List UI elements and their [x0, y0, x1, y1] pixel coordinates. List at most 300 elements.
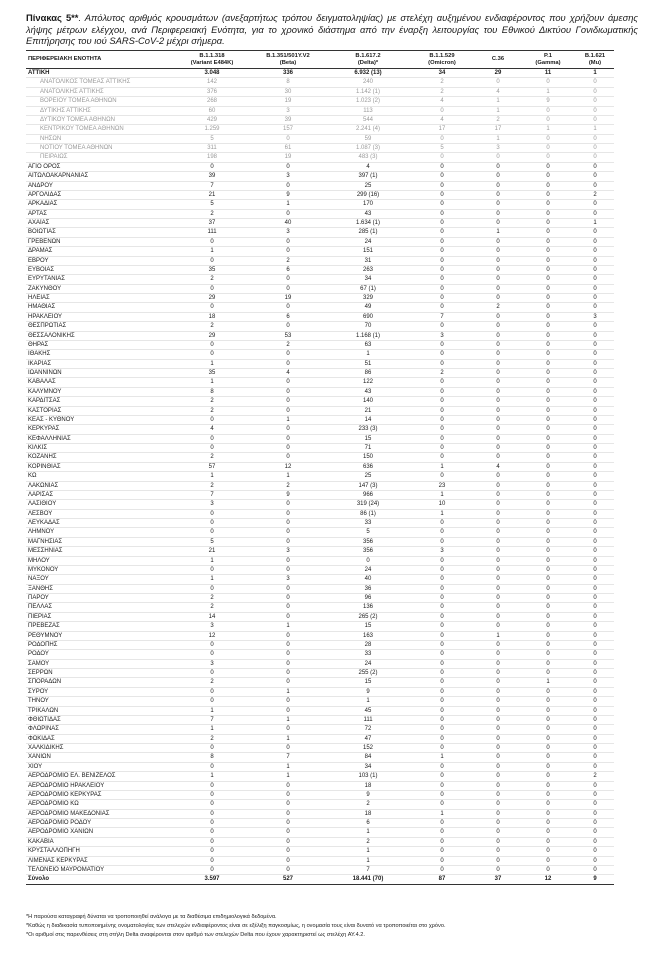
count-cell: 3 — [248, 547, 328, 556]
count-cell: 0 — [408, 650, 476, 659]
count-cell: 9 — [248, 490, 328, 499]
count-cell: 19 — [248, 153, 328, 162]
table-row — [26, 781, 614, 790]
count-cell: 1 — [328, 847, 408, 856]
count-cell: 12 — [520, 875, 576, 884]
count-cell: 0 — [576, 134, 614, 143]
region-name-cell: ΛΑΡΙΣΑΣ — [26, 490, 176, 499]
count-cell: 0 — [576, 631, 614, 640]
count-cell: 2 — [248, 340, 328, 349]
table-row — [26, 69, 614, 78]
count-cell: 1 — [248, 472, 328, 481]
count-cell: 0 — [520, 856, 576, 865]
region-name-cell: ΛΕΣΒΟΥ — [26, 509, 176, 518]
table-row — [26, 115, 614, 124]
count-cell: 0 — [476, 809, 520, 818]
count-cell: 0 — [520, 500, 576, 509]
total-row — [26, 875, 614, 884]
count-cell: 1 — [248, 734, 328, 743]
count-cell: 7 — [248, 753, 328, 762]
count-cell: 233 (3) — [328, 425, 408, 434]
table-row — [26, 312, 614, 321]
count-cell: 0 — [576, 725, 614, 734]
count-cell: 0 — [248, 865, 328, 874]
count-cell: 2 — [176, 275, 248, 284]
count-cell: 0 — [520, 256, 576, 265]
count-cell: 43 — [328, 387, 408, 396]
column-header-bottom: (Variant E484K) — [190, 59, 234, 66]
count-cell: 0 — [476, 528, 520, 537]
count-cell: 0 — [408, 762, 476, 771]
count-cell: 0 — [248, 444, 328, 453]
column-header-bottom: (Gamma) — [535, 59, 561, 66]
count-cell: 268 — [176, 97, 248, 106]
count-cell: 40 — [328, 575, 408, 584]
table-row — [26, 556, 614, 565]
count-cell: 111 — [328, 715, 408, 724]
table-row — [26, 819, 614, 828]
count-cell: 0 — [476, 556, 520, 565]
count-cell: 1 — [328, 856, 408, 865]
count-cell: 0 — [520, 247, 576, 256]
count-cell: 29 — [476, 69, 520, 78]
count-cell: 0 — [520, 594, 576, 603]
table-row — [26, 106, 614, 115]
count-cell: 18 — [328, 781, 408, 790]
count-cell: 0 — [408, 640, 476, 649]
region-name-cell: ΑΕΡΟΔΡΟΜΙΟ ΧΑΝΙΩΝ — [26, 828, 176, 837]
count-cell: 25 — [328, 472, 408, 481]
table-row — [26, 528, 614, 537]
count-cell: 0 — [408, 706, 476, 715]
count-cell: 19 — [248, 97, 328, 106]
count-cell: 0 — [248, 247, 328, 256]
table-row — [26, 715, 614, 724]
region-name-cell: ΚΕΝΤΡΙΚΟΥ ΤΟΜΕΑ ΑΘΗΝΩΝ — [26, 125, 176, 134]
count-cell: 0 — [476, 190, 520, 199]
count-cell: 0 — [576, 453, 614, 462]
count-cell: 0 — [248, 237, 328, 246]
table-row — [26, 744, 614, 753]
count-cell: 3 — [408, 547, 476, 556]
count-cell: 690 — [328, 312, 408, 321]
table-row — [26, 125, 614, 134]
table-row — [26, 434, 614, 443]
count-cell: 0 — [476, 294, 520, 303]
count-cell: 51 — [328, 359, 408, 368]
count-cell: 0 — [408, 659, 476, 668]
table-row — [26, 472, 614, 481]
count-cell: 0 — [476, 397, 520, 406]
region-name-cell: ΡΟΔΟΠΗΣ — [26, 640, 176, 649]
count-cell: 0 — [476, 481, 520, 490]
count-cell: 37 — [176, 219, 248, 228]
count-cell: 14 — [328, 415, 408, 424]
count-cell: 31 — [328, 256, 408, 265]
count-cell: 263 — [328, 265, 408, 274]
count-cell: 39 — [176, 172, 248, 181]
count-cell: 483 (3) — [328, 153, 408, 162]
table-row — [26, 584, 614, 593]
count-cell: 0 — [576, 369, 614, 378]
count-cell: 0 — [248, 650, 328, 659]
count-cell: 0 — [476, 312, 520, 321]
count-cell: 0 — [476, 772, 520, 781]
count-cell: 0 — [520, 172, 576, 181]
count-cell: 0 — [576, 584, 614, 593]
count-cell: 0 — [408, 406, 476, 415]
count-cell: 1 — [176, 556, 248, 565]
table-row — [26, 415, 614, 424]
column-header-top: B.1.617.2 — [355, 52, 381, 59]
count-cell: 0 — [476, 284, 520, 293]
count-cell: 170 — [328, 200, 408, 209]
region-name-cell: ΚΑΛΥΜΝΟΥ — [26, 387, 176, 396]
table-row — [26, 828, 614, 837]
count-cell: 0 — [176, 865, 248, 874]
count-cell: 47 — [328, 734, 408, 743]
count-cell: 157 — [248, 125, 328, 134]
count-cell: 0 — [476, 275, 520, 284]
count-cell: 0 — [176, 800, 248, 809]
count-cell: 0 — [176, 640, 248, 649]
count-cell: 0 — [520, 434, 576, 443]
column-header — [248, 51, 328, 69]
count-cell: 0 — [520, 387, 576, 396]
count-cell: 0 — [476, 237, 520, 246]
count-cell: 10 — [408, 500, 476, 509]
count-cell: 0 — [248, 659, 328, 668]
count-cell: 49 — [328, 303, 408, 312]
count-cell: 0 — [408, 453, 476, 462]
count-cell: 0 — [476, 715, 520, 724]
count-cell: 0 — [476, 687, 520, 696]
count-cell: 0 — [408, 603, 476, 612]
count-cell: 0 — [476, 331, 520, 340]
count-cell: 0 — [248, 781, 328, 790]
count-cell: 0 — [476, 753, 520, 762]
footnotes — [26, 913, 638, 940]
count-cell: 1 — [476, 106, 520, 115]
count-cell: 0 — [576, 228, 614, 237]
count-cell: 0 — [176, 565, 248, 574]
region-name-cell: ΔΥΤΙΚΗΣ ΑΤΤΙΚΗΣ — [26, 106, 176, 115]
count-cell: 0 — [576, 78, 614, 87]
count-cell: 12 — [176, 631, 248, 640]
count-cell: 9 — [520, 97, 576, 106]
count-cell: 0 — [248, 434, 328, 443]
count-cell: 0 — [476, 856, 520, 865]
region-name-cell: ΤΡΙΚΑΛΩΝ — [26, 706, 176, 715]
count-cell: 1 — [248, 415, 328, 424]
count-cell: 0 — [408, 800, 476, 809]
count-cell: 0 — [476, 519, 520, 528]
count-cell: 0 — [520, 303, 576, 312]
count-cell: 527 — [248, 875, 328, 884]
count-cell: 2 — [176, 322, 248, 331]
count-cell: 36 — [328, 584, 408, 593]
region-name-cell: ΑΕΡΟΔΡΟΜΙΟ ΡΟΔΟΥ — [26, 819, 176, 828]
count-cell: 0 — [476, 650, 520, 659]
count-cell: 3 — [408, 331, 476, 340]
count-cell: 0 — [476, 444, 520, 453]
count-cell: 0 — [520, 369, 576, 378]
count-cell: 0 — [476, 725, 520, 734]
count-cell: 0 — [520, 800, 576, 809]
count-cell: 198 — [176, 153, 248, 162]
count-cell: 0 — [520, 753, 576, 762]
table-row — [26, 359, 614, 368]
count-cell: 0 — [576, 265, 614, 274]
count-cell: 17 — [476, 125, 520, 134]
count-cell: 0 — [520, 444, 576, 453]
region-name-cell: ΘΕΣΠΡΩΤΙΑΣ — [26, 322, 176, 331]
count-cell: 0 — [520, 519, 576, 528]
count-cell: 0 — [576, 809, 614, 818]
count-cell: 40 — [248, 219, 328, 228]
count-cell: 0 — [520, 575, 576, 584]
count-cell: 0 — [176, 687, 248, 696]
count-cell: 0 — [476, 247, 520, 256]
count-cell: 0 — [576, 678, 614, 687]
region-name-cell: ΔΡΑΜΑΣ — [26, 247, 176, 256]
count-cell: 0 — [176, 509, 248, 518]
count-cell: 0 — [476, 256, 520, 265]
table-row — [26, 134, 614, 143]
count-cell: 319 (24) — [328, 500, 408, 509]
count-cell: 0 — [408, 622, 476, 631]
count-cell: 0 — [520, 612, 576, 621]
count-cell: 24 — [328, 565, 408, 574]
region-name-cell: ΕΒΡΟΥ — [26, 256, 176, 265]
count-cell: 0 — [576, 612, 614, 621]
count-cell: 0 — [176, 519, 248, 528]
count-cell: 2 — [176, 594, 248, 603]
count-cell: 0 — [576, 303, 614, 312]
table-row — [26, 181, 614, 190]
table-caption — [26, 12, 638, 47]
count-cell: 0 — [520, 509, 576, 518]
count-cell: 1 — [248, 200, 328, 209]
count-cell: 0 — [520, 584, 576, 593]
count-cell: 0 — [248, 819, 328, 828]
count-cell: 0 — [176, 847, 248, 856]
count-cell: 0 — [476, 706, 520, 715]
count-cell: 0 — [408, 865, 476, 874]
count-cell: 0 — [576, 753, 614, 762]
count-cell: 57 — [176, 462, 248, 471]
count-cell: 0 — [408, 715, 476, 724]
region-name-cell: ΝΗΣΩΝ — [26, 134, 176, 143]
count-cell: 0 — [408, 772, 476, 781]
count-cell: 0 — [576, 781, 614, 790]
count-cell: 0 — [520, 378, 576, 387]
count-cell: 0 — [176, 584, 248, 593]
count-cell: 0 — [576, 284, 614, 293]
count-cell: 0 — [176, 697, 248, 706]
count-cell: 30 — [248, 87, 328, 96]
count-cell: 0 — [476, 350, 520, 359]
count-cell: 0 — [176, 256, 248, 265]
table-row — [26, 622, 614, 631]
count-cell: 0 — [576, 547, 614, 556]
table-row — [26, 687, 614, 696]
count-cell: 0 — [520, 659, 576, 668]
count-cell: 2 — [176, 209, 248, 218]
count-cell: 0 — [520, 490, 576, 499]
count-cell: 0 — [408, 837, 476, 846]
count-cell: 18.441 (70) — [328, 875, 408, 884]
count-cell: 0 — [476, 340, 520, 349]
region-name-cell: ΑΙΤΩΛΟΑΚΑΡΝΑΝΙΑΣ — [26, 172, 176, 181]
count-cell: 2 — [328, 837, 408, 846]
count-cell: 0 — [408, 519, 476, 528]
count-cell: 0 — [576, 444, 614, 453]
count-cell: 0 — [520, 190, 576, 199]
region-name-cell: ΧΑΝΙΩΝ — [26, 753, 176, 762]
table-row — [26, 734, 614, 743]
table-row — [26, 809, 614, 818]
region-name-cell: ΒΟΡΕΙΟΥ ΤΟΜΕΑ ΑΘΗΝΩΝ — [26, 97, 176, 106]
region-name-cell: ΓΡΕΒΕΝΩΝ — [26, 237, 176, 246]
table-row — [26, 425, 614, 434]
count-cell: 21 — [328, 406, 408, 415]
count-cell: 0 — [248, 856, 328, 865]
count-cell: 0 — [176, 444, 248, 453]
table-row — [26, 247, 614, 256]
count-cell: 0 — [476, 153, 520, 162]
table-row — [26, 650, 614, 659]
count-cell: 0 — [476, 406, 520, 415]
count-cell: 9 — [328, 790, 408, 799]
count-cell: 0 — [576, 472, 614, 481]
count-cell: 0 — [520, 219, 576, 228]
count-cell: 147 (3) — [328, 481, 408, 490]
column-header — [328, 51, 408, 69]
count-cell: 14 — [176, 612, 248, 621]
table-row — [26, 856, 614, 865]
region-name-cell: ΗΜΑΘΙΑΣ — [26, 303, 176, 312]
column-header — [408, 51, 476, 69]
count-cell: 0 — [408, 790, 476, 799]
count-cell: 0 — [520, 631, 576, 640]
count-cell: 265 (2) — [328, 612, 408, 621]
count-cell: 0 — [476, 744, 520, 753]
count-cell: 12 — [248, 462, 328, 471]
count-cell: 4 — [328, 162, 408, 171]
column-header-top: P.1 — [544, 52, 552, 59]
count-cell: 1 — [176, 772, 248, 781]
count-cell: 4 — [408, 115, 476, 124]
count-cell: 356 — [328, 547, 408, 556]
count-cell: 0 — [176, 162, 248, 171]
count-cell: 4 — [476, 462, 520, 471]
count-cell: 0 — [520, 481, 576, 490]
count-cell: 0 — [476, 490, 520, 499]
table-row — [26, 209, 614, 218]
region-name-cell: ΤΕΛΩΝΕΙΟ ΜΑΥΡΟΜΑΤΙΟΥ — [26, 865, 176, 874]
count-cell: 1 — [248, 687, 328, 696]
count-cell: 3 — [248, 106, 328, 115]
region-name-cell: ΒΟΙΩΤΙΑΣ — [26, 228, 176, 237]
table-row — [26, 697, 614, 706]
table-row — [26, 228, 614, 237]
count-cell: 9 — [248, 190, 328, 199]
count-cell: 0 — [576, 144, 614, 153]
region-name-cell: ΠΙΕΡΙΑΣ — [26, 612, 176, 621]
count-cell: 35 — [176, 265, 248, 274]
count-cell: 0 — [520, 734, 576, 743]
region-name-cell: ΧΑΛΚΙΔΙΚΗΣ — [26, 744, 176, 753]
table-row — [26, 294, 614, 303]
count-cell: 1 — [176, 725, 248, 734]
count-cell: 0 — [476, 181, 520, 190]
region-name-cell: ΑΝΑΤΟΛΙΚΗΣ ΑΤΤΙΚΗΣ — [26, 87, 176, 96]
count-cell: 0 — [248, 537, 328, 546]
count-cell: 0 — [476, 209, 520, 218]
count-cell: 0 — [476, 594, 520, 603]
count-cell: 3 — [476, 144, 520, 153]
count-cell: 0 — [476, 537, 520, 546]
count-cell: 4 — [176, 425, 248, 434]
region-name-cell: ΦΘΙΩΤΙΔΑΣ — [26, 715, 176, 724]
column-header-top: B.1.621 — [584, 52, 606, 59]
count-cell: 0 — [408, 734, 476, 743]
region-name-cell: ΚΑΣΤΟΡΙΑΣ — [26, 406, 176, 415]
table-row — [26, 350, 614, 359]
count-cell: 0 — [248, 847, 328, 856]
count-cell: 0 — [408, 575, 476, 584]
region-name-cell: ΡΕΘΥΜΝΟΥ — [26, 631, 176, 640]
count-cell: 15 — [328, 678, 408, 687]
count-cell: 0 — [576, 706, 614, 715]
count-cell: 0 — [576, 237, 614, 246]
count-cell: 0 — [476, 509, 520, 518]
table-row — [26, 762, 614, 771]
count-cell: 285 (1) — [328, 228, 408, 237]
count-cell: 3.597 — [176, 875, 248, 884]
region-name-cell: ΛΑΣΙΘΙΟΥ — [26, 500, 176, 509]
count-cell: 1 — [576, 219, 614, 228]
count-cell: 6 — [328, 819, 408, 828]
count-cell: 2 — [176, 603, 248, 612]
count-cell: 0 — [476, 453, 520, 462]
count-cell: 87 — [408, 875, 476, 884]
count-cell: 0 — [408, 472, 476, 481]
count-cell: 0 — [576, 744, 614, 753]
count-cell: 0 — [408, 340, 476, 349]
count-cell: 1.634 (1) — [328, 219, 408, 228]
count-cell: 0 — [476, 659, 520, 668]
region-name-cell: ΙΩΑΝΝΙΝΩΝ — [26, 369, 176, 378]
count-cell: 7 — [176, 715, 248, 724]
count-cell: 140 — [328, 397, 408, 406]
count-cell: 0 — [576, 847, 614, 856]
count-cell: 5 — [176, 200, 248, 209]
count-cell: 1 — [408, 509, 476, 518]
table-row — [26, 603, 614, 612]
count-cell: 0 — [408, 350, 476, 359]
count-cell: 0 — [476, 434, 520, 443]
region-name-cell: ΕΥΒΟΙΑΣ — [26, 265, 176, 274]
count-cell: 63 — [328, 340, 408, 349]
count-cell: 0 — [576, 594, 614, 603]
count-cell: 0 — [408, 697, 476, 706]
count-cell: 4 — [476, 87, 520, 96]
count-cell: 1 — [248, 772, 328, 781]
count-cell: 0 — [576, 537, 614, 546]
table-row — [26, 200, 614, 209]
